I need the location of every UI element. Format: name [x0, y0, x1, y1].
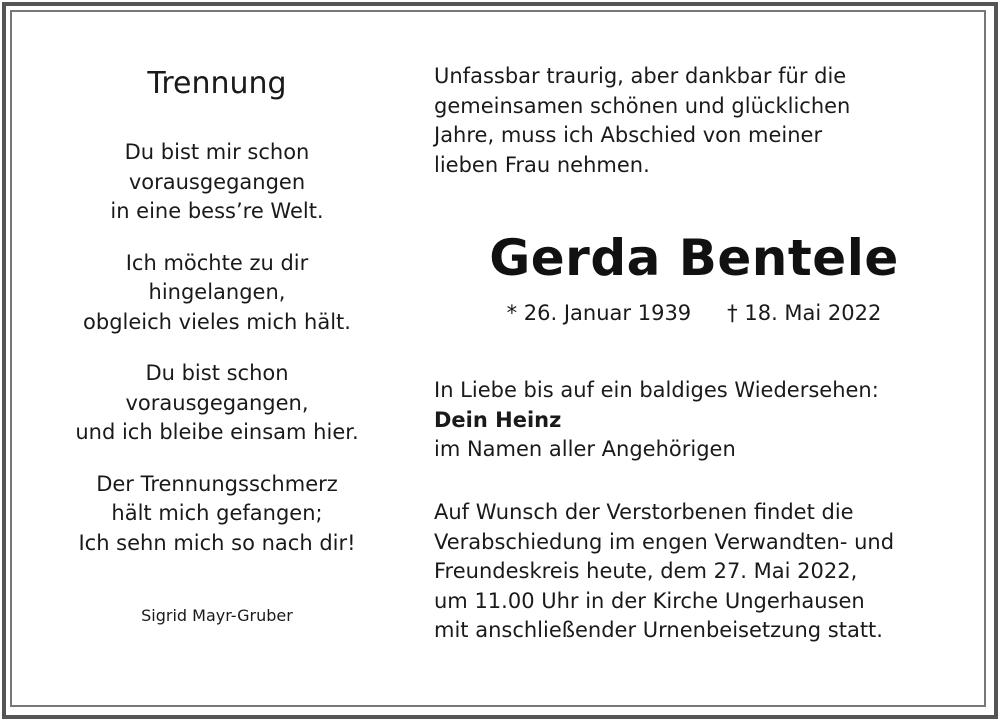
poem-line: hingelangen, [148, 280, 286, 304]
closing-line: In Liebe bis auf ein baldiges Wiedersehen: [434, 378, 879, 402]
poem-line: Du bist schon [145, 361, 289, 385]
death-date: † 18. Mai 2022 [727, 301, 882, 325]
poem-line: in eine bess’re Welt. [110, 199, 324, 223]
poem-line: Ich sehn mich so nach dir! [78, 530, 356, 555]
poem-line: vorausgegangen [128, 169, 306, 194]
funeral-notice [434, 498, 964, 646]
poem-line: obgleich vieles mich hält. [83, 309, 351, 334]
poem-line: und ich bleibe einsam hier. [75, 420, 359, 444]
poem-author: Sigrid Mayr-Gruber [141, 606, 293, 625]
life-dates [434, 298, 954, 328]
poem-line: hält mich gefangen; [111, 501, 323, 525]
notice-line: um 11.00 Uhr in der Kirche Ungerhausen [434, 588, 865, 613]
intro-line: Jahre, muss ich Abschied von meiner [434, 123, 823, 147]
poem-column [40, 64, 394, 626]
intro-text [434, 62, 954, 180]
poem-line: Der Trennungsschmerz [96, 471, 338, 496]
notice-line: Verabschiedung im engen Verwandten- und [434, 529, 895, 554]
notice-line: Auf Wunsch der Verstorbenen findet die [434, 500, 854, 524]
closing-text [434, 376, 964, 465]
notice-line: Freundeskreis heute, dem 27. Mai 2022, [434, 559, 858, 583]
poem-stanza-3 [40, 359, 394, 448]
poem-stanza-1 [40, 138, 394, 227]
poem-line: Du bist mir schon [124, 140, 310, 164]
birth-date: * 26. Januar 1939 [506, 301, 692, 325]
intro-line: Unfassbar traurig, aber dankbar für die [434, 64, 847, 88]
deceased-name: Gerda Bentele [489, 229, 899, 287]
closing-line: im Namen aller Angehörigen [434, 437, 736, 461]
poem-stanza-2 [40, 249, 394, 338]
poem-title: Trennung [147, 66, 287, 101]
poem-line: Ich möchte zu dir [125, 250, 309, 275]
intro-line: lieben Frau nehmen. [434, 152, 650, 177]
notice-line: mit anschließender Urnenbeisetzung statt. [434, 618, 883, 642]
signer-name: Dein Heinz [434, 407, 562, 432]
poem-line: vorausgegangen, [125, 390, 309, 415]
poem-stanza-4 [40, 470, 394, 559]
intro-line: gemeinsamen schönen und glücklichen [434, 93, 851, 118]
